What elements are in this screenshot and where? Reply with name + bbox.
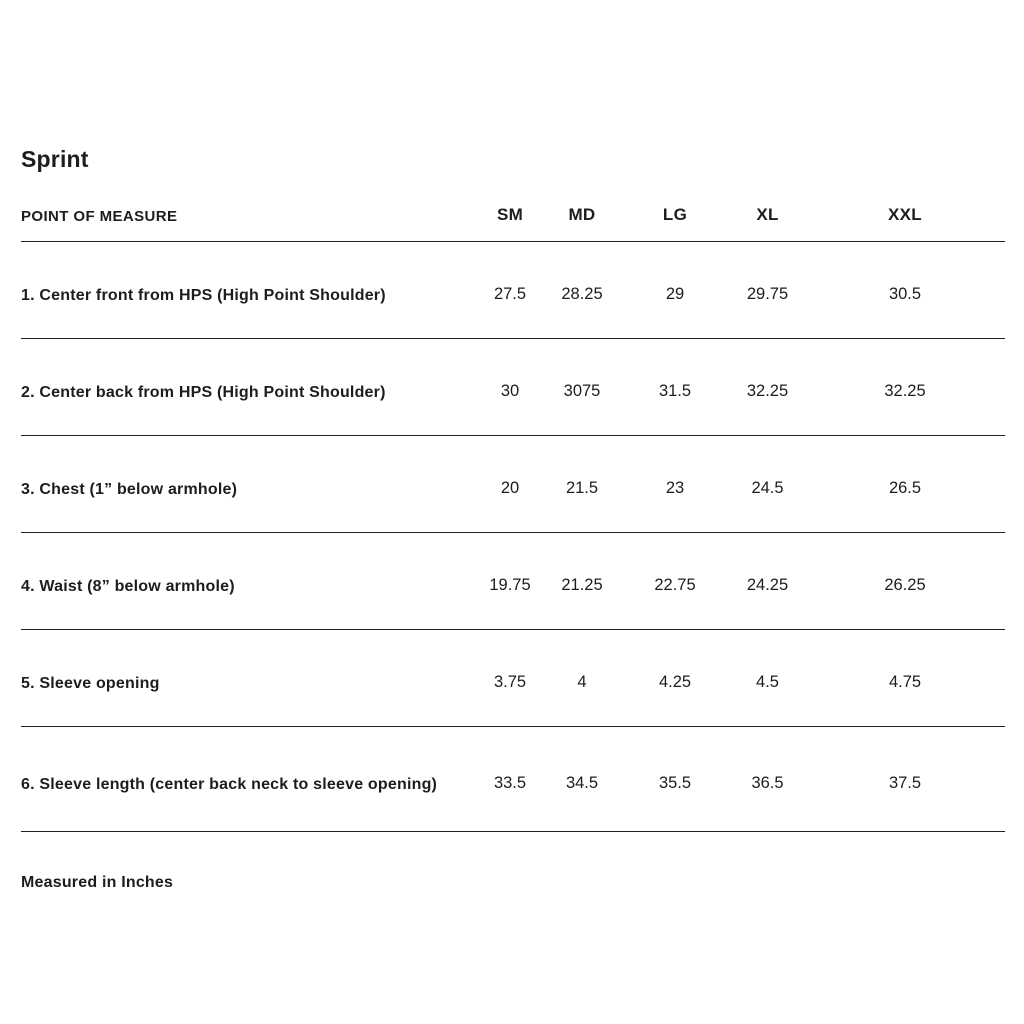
- row-value-md: 21.25: [561, 575, 603, 594]
- row-label-point-of-measure: 5. Sleeve opening: [21, 675, 160, 692]
- row-label-point-of-measure: 6. Sleeve length (center back neck to sleeve opening): [21, 776, 438, 793]
- row-value-md: 4: [577, 672, 587, 691]
- size-chart-table: [21, 173, 1005, 832]
- column-header-sm: SM: [496, 205, 524, 224]
- column-header-point-of-measure: POINT OF MEASURE: [21, 208, 178, 225]
- row-value-xl: 29.75: [746, 284, 789, 303]
- row-value-sm: 3.75: [493, 672, 527, 691]
- row-value-sm: 20: [500, 478, 520, 497]
- row-value-xxl: 26.5: [888, 478, 922, 497]
- row-value-lg: 29: [665, 284, 685, 303]
- table-row: [21, 630, 1005, 727]
- row-value-xxl: 30.5: [888, 284, 922, 303]
- row-value-lg: 4.25: [658, 672, 692, 691]
- row-value-xl: 32.25: [746, 381, 789, 400]
- row-value-md: 34.5: [565, 773, 599, 792]
- row-value-lg: 23: [665, 478, 685, 497]
- table-row: [21, 436, 1005, 533]
- row-value-lg: 22.75: [654, 575, 696, 594]
- row-label-point-of-measure: 3. Chest (1” below armhole): [21, 481, 238, 498]
- table-body: [21, 242, 1005, 832]
- row-label-point-of-measure: 4. Waist (8” below armhole): [21, 578, 235, 595]
- row-value-xl: 36.5: [751, 773, 784, 792]
- column-header-xxl: XXL: [888, 205, 922, 224]
- row-value-md: 21.5: [565, 478, 599, 497]
- measurement-unit-note: Measured in Inches: [21, 874, 174, 891]
- row-value-md: 28.25: [561, 284, 603, 303]
- table-row: [21, 242, 1005, 339]
- page-title: Sprint: [21, 146, 89, 172]
- row-value-lg: 31.5: [658, 381, 692, 400]
- row-value-sm: 33.5: [493, 773, 527, 792]
- row-value-xxl: 4.75: [888, 672, 922, 691]
- row-label-point-of-measure: 2. Center back from HPS (High Point Shoulder): [21, 384, 386, 401]
- table-header-row: [21, 173, 1005, 242]
- table-row: [21, 727, 1005, 832]
- column-header-lg: LG: [662, 205, 688, 224]
- row-value-xl: 24.5: [751, 478, 784, 497]
- row-label-point-of-measure: 1. Center front from HPS (High Point Shoulder): [21, 287, 386, 304]
- row-value-xl: 4.5: [756, 672, 779, 691]
- row-value-sm: 27.5: [493, 284, 527, 303]
- row-value-sm: 19.75: [489, 575, 531, 594]
- column-header-md: MD: [568, 205, 596, 224]
- table-row: [21, 533, 1005, 630]
- table-row: [21, 339, 1005, 436]
- row-value-md: 3075: [563, 381, 601, 400]
- column-header-xl: XL: [756, 205, 779, 224]
- row-value-xxl: 37.5: [888, 773, 922, 792]
- row-value-xxl: 32.25: [884, 381, 926, 400]
- size-chart-page: [21, 0, 1005, 892]
- row-value-sm: 30: [500, 381, 520, 400]
- row-value-xxl: 26.25: [884, 575, 926, 594]
- row-value-xl: 24.25: [746, 575, 789, 594]
- row-value-lg: 35.5: [658, 773, 692, 792]
